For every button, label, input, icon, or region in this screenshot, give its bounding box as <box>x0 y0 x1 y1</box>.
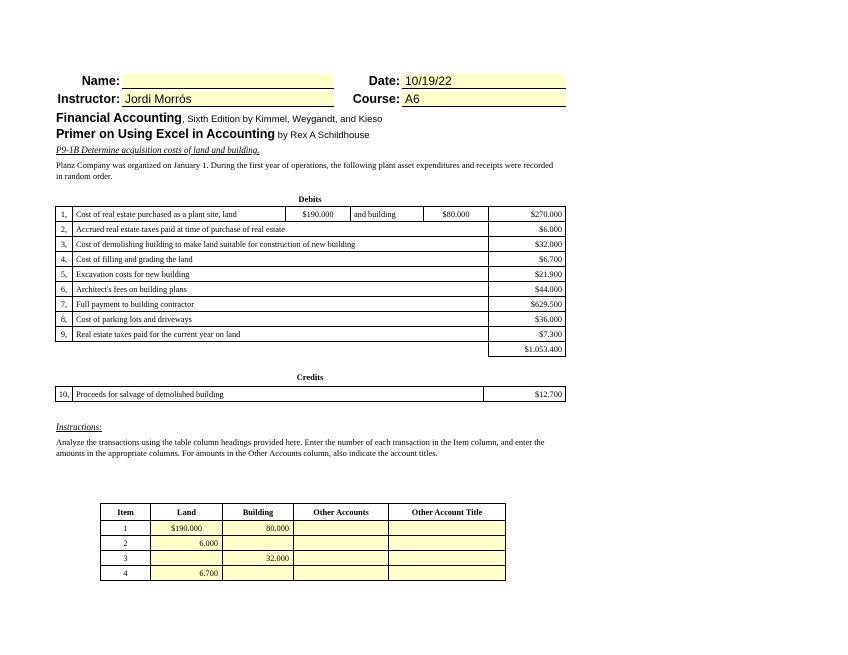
land-cell[interactable] <box>151 551 223 566</box>
other-account-title-cell[interactable] <box>389 521 506 536</box>
land-cell[interactable]: 6.700 <box>151 566 223 581</box>
row-connector: and building <box>351 207 424 222</box>
row-number: 10, <box>56 387 73 402</box>
row-number: 7, <box>56 297 73 312</box>
building-amount: $80.000 <box>424 207 489 222</box>
instructions-text: Analyze the transactions using the table column headings provided here. Enter the number of each transaction in the Item column, and enter the amounts in the appropriate columns. For amounts in the Other Accounts column, also indicate the account titles. <box>56 437 545 458</box>
row-number: 6, <box>56 282 73 297</box>
row-description: Cost of parking lots and driveways <box>73 312 489 327</box>
other-account-title-cell[interactable] <box>389 551 506 566</box>
row-amount: $12.700 <box>484 387 566 402</box>
table-row <box>56 222 566 237</box>
primer-title-bold: Primer on Using Excel in Accounting <box>56 127 276 141</box>
date-label: Date: <box>368 74 400 88</box>
building-cell[interactable]: 80.000 <box>223 521 294 536</box>
other-accounts-cell[interactable] <box>294 551 389 566</box>
building-cell[interactable]: 32.000 <box>223 551 294 566</box>
row-number: 1, <box>56 207 73 222</box>
table-row <box>56 252 566 267</box>
row-number: 8, <box>56 312 73 327</box>
row-amount: $21.900 <box>489 267 566 282</box>
table-row <box>56 282 566 297</box>
item-cell: 2 <box>101 536 151 551</box>
row-description: Cost of real estate purchased as a plant site, land <box>73 207 286 222</box>
land-amount: $190.000 <box>286 207 351 222</box>
credits-heading: Credits <box>296 372 324 382</box>
primer-title <box>56 127 370 141</box>
table-row <box>56 327 566 342</box>
row-amount: $6.700 <box>489 252 566 267</box>
land-cell[interactable]: 6.000 <box>151 536 223 551</box>
row-description: Cost of demolishing building to make land suitable for construction of new building <box>73 237 489 252</box>
land-cell[interactable]: $190.000 <box>151 521 223 536</box>
table-row <box>56 312 566 327</box>
name-label: Name: <box>81 74 120 88</box>
row-number: 4, <box>56 252 73 267</box>
row-total: $270.000 <box>489 207 566 222</box>
row-amount: $7.300 <box>489 327 566 342</box>
table-row <box>56 207 566 222</box>
col-building: Building <box>223 504 294 521</box>
intro-text: Planz Company was organized on January 1. During the first year of operations, the following plant asset expenditures and receipts were recorded in random order. <box>56 160 554 181</box>
row-description: Cost of filling and grading the land <box>73 252 489 267</box>
instructions-heading: Instructions: <box>56 422 102 432</box>
other-account-title-cell[interactable] <box>389 566 506 581</box>
other-accounts-cell[interactable] <box>294 536 389 551</box>
answer-header-row <box>101 504 506 521</box>
book-title-rest: , Sixth Edition by Kimmel, Weygandt, and Kieso <box>181 114 383 125</box>
col-item: Item <box>101 504 151 521</box>
row-number: 5, <box>56 267 73 282</box>
col-land: Land <box>151 504 223 521</box>
problem-title: P9-1B Determine acquisition costs of land and building. <box>56 145 260 155</box>
row-number: 3, <box>56 237 73 252</box>
row-amount: $36.000 <box>489 312 566 327</box>
row-description: Real estate taxes paid for the current year on land <box>73 327 489 342</box>
building-cell[interactable] <box>223 536 294 551</box>
book-title <box>56 111 382 125</box>
row-description: Proceeds for salvage of demolished building <box>73 387 484 402</box>
row-description: Architect's fees on building plans <box>73 282 489 297</box>
instructor-label: Instructor: <box>57 92 120 106</box>
other-accounts-cell[interactable] <box>294 521 389 536</box>
item-cell: 1 <box>101 521 151 536</box>
course-field[interactable]: A6 <box>402 92 566 107</box>
table-row <box>101 566 506 581</box>
building-cell[interactable] <box>223 566 294 581</box>
row-amount: $6.000 <box>489 222 566 237</box>
col-other-account-title: Other Account Title <box>389 504 506 521</box>
table-row <box>56 387 566 402</box>
table-row <box>56 237 566 252</box>
row-description: Full payment to building contractor <box>73 297 489 312</box>
primer-title-rest: by Rex A Schildhouse <box>275 130 370 141</box>
credits-table <box>55 386 566 402</box>
row-amount: $44.000 <box>489 282 566 297</box>
item-cell: 4 <box>101 566 151 581</box>
debits-table <box>55 206 566 357</box>
row-description: Excavation costs for new building <box>73 267 489 282</box>
total-row <box>56 342 566 357</box>
other-account-title-cell[interactable] <box>389 536 506 551</box>
table-row <box>101 551 506 566</box>
other-accounts-cell[interactable] <box>294 566 389 581</box>
row-amount: $32.000 <box>489 237 566 252</box>
item-cell: 3 <box>101 551 151 566</box>
table-row <box>56 267 566 282</box>
row-description: Accrued real estate taxes paid at time of purchase of real estate <box>73 222 489 237</box>
table-row <box>101 536 506 551</box>
instructor-field[interactable]: Jordi Morrós <box>122 92 334 107</box>
name-field[interactable] <box>122 74 334 89</box>
book-title-bold: Financial Accounting <box>56 111 182 125</box>
course-label: Course: <box>352 92 400 106</box>
date-field[interactable]: 10/19/22 <box>402 74 566 89</box>
answer-table <box>100 503 506 581</box>
table-row <box>56 297 566 312</box>
row-amount: $629.500 <box>489 297 566 312</box>
debits-heading: Debits <box>298 194 322 204</box>
col-other-accounts: Other Accounts <box>294 504 389 521</box>
row-number: 9, <box>56 327 73 342</box>
debits-total: $1.053.400 <box>489 342 566 357</box>
table-row <box>101 521 506 536</box>
row-number: 2, <box>56 222 73 237</box>
